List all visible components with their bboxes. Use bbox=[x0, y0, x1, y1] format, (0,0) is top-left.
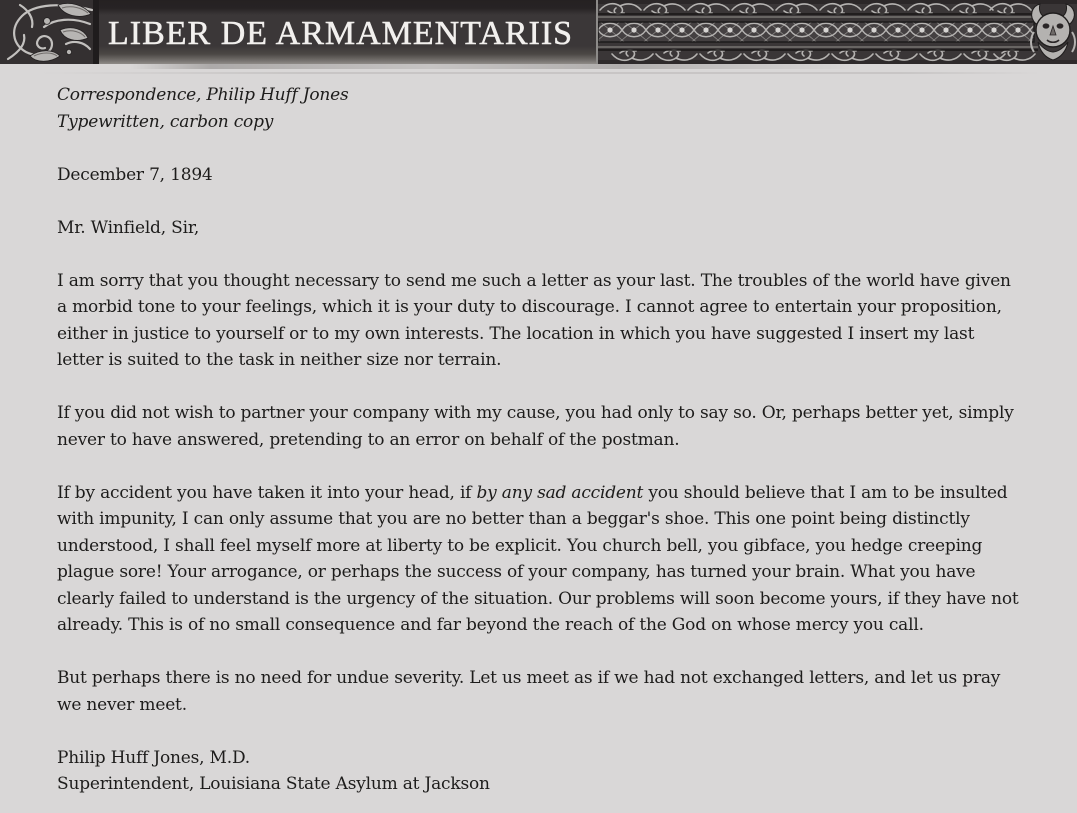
book-header-band bbox=[0, 0, 1077, 64]
letter-paragraph-4 bbox=[57, 665, 1020, 718]
header-title-block bbox=[99, 0, 596, 64]
meta-line-source: Correspondence, Philip Huff Jones bbox=[57, 85, 349, 105]
letter-paragraph-2 bbox=[57, 400, 1020, 453]
paragraph-text: If by accident you have taken it into your head, if bbox=[57, 482, 477, 503]
meta-line-medium: Typewritten, carbon copy bbox=[57, 111, 274, 132]
italic-phrase: by any sad accident bbox=[476, 482, 644, 503]
paragraph-text: If you did not wish to partner your company with my cause, you had only to say so. Or, perhaps better yet, simply never to have answered, pretending to an error on behalf of the postman. bbox=[57, 403, 1014, 450]
ornament-left-engraving bbox=[0, 0, 99, 64]
letter-date: December 7, 1894 bbox=[57, 164, 213, 185]
letter-body bbox=[0, 64, 1077, 798]
paragraph-text: But perhaps there is no need for undue severity. Let us meet as if we had not exchanged letters, and let us pray we never meet. bbox=[57, 668, 1001, 715]
paragraph-text: you should believe that I am to be insulted with impunity, I can only assume that you are no better than a beggar's shoe. This one point being distinctly understood, I shall feel myself more at liberty to be explicit. You church bell, you gibface, you hedge creeping plague sore! Your arrogance, or perhaps the success of your company, has turned your brain. What you have clearly failed to understand is the urgency of the situation. Our problems will soon become yours, if they have not already. This is of no small consequence and far beyond the reach of the God on whose mercy you call. bbox=[57, 482, 1019, 635]
paragraph-text: I am sorry that you thought necessary to send me such a letter as your last. The troubles of the world have given a morbid tone to your feelings, which it is your duty to discourage. I cannot agree to entertain your proposition, either in justice to yourself or to my own interests. The location in which you have suggested I insert my last letter is suited to the task in neither size nor terrain. bbox=[57, 270, 1011, 370]
document-meta bbox=[57, 82, 1020, 135]
page-title: LIBER DE ARMAMENTARIIS bbox=[108, 15, 574, 52]
letter-salutation: Mr. Winfield, Sir, bbox=[57, 217, 200, 238]
engraved-scrollwork-band-icon bbox=[598, 0, 1077, 64]
ornament-right-engraving bbox=[596, 0, 1077, 64]
letter-paragraph-1 bbox=[57, 268, 1020, 374]
engraved-acanthus-dragon-icon bbox=[0, 0, 99, 64]
signature-title: Superintendent, Louisiana State Asylum at Jackson bbox=[57, 774, 490, 794]
braid-band bbox=[598, 22, 1034, 42]
letter-signature bbox=[57, 745, 1020, 798]
letter-paragraph-3 bbox=[57, 480, 1020, 639]
signature-name: Philip Huff Jones, M.D. bbox=[57, 747, 250, 768]
